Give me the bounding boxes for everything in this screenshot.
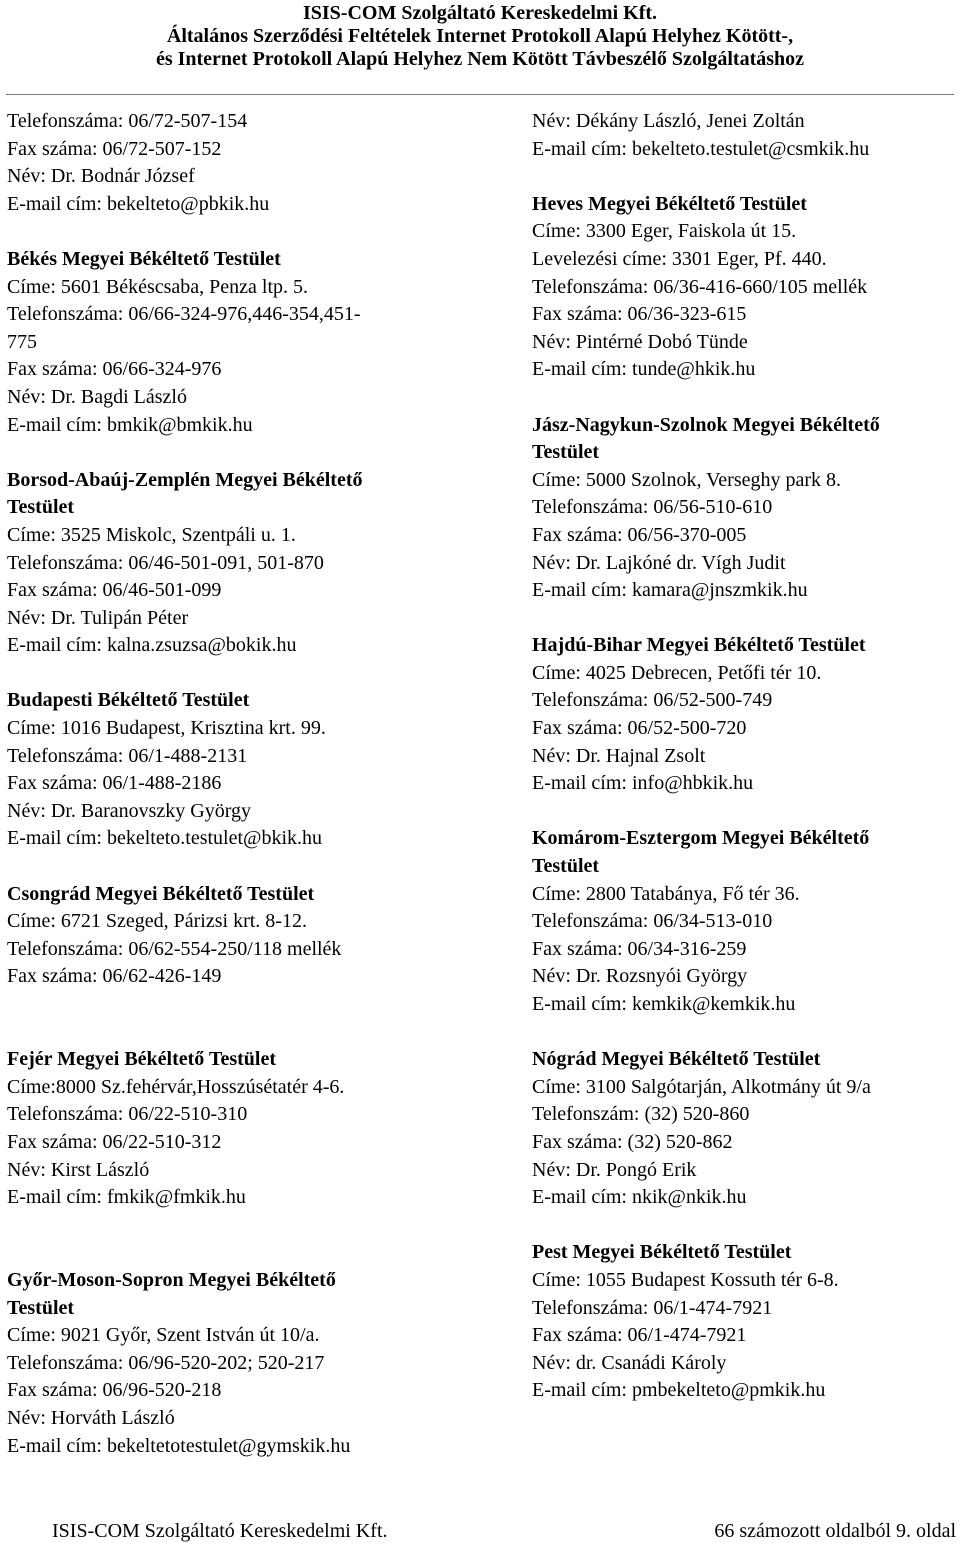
contact-line: Fax száma: (32) 520-862: [532, 1130, 733, 1153]
board-title: Testület: [532, 855, 600, 878]
contact-line: Név: Horváth László: [7, 1406, 175, 1429]
board-title: Testület: [532, 441, 600, 464]
contact-line: Címe: 6721 Szeged, Párizsi krt. 8-12.: [7, 910, 307, 933]
contact-line: Fax száma: 06/62-426-149: [7, 965, 222, 988]
contact-line: Telefonszáma: 06/62-554-250/118 mellék: [7, 937, 342, 960]
contact-line: Fax száma: 06/56-370-005: [532, 523, 747, 546]
contact-line: E-mail cím: kemkik@kemkik.hu: [532, 993, 796, 1015]
contact-line: Címe: 5000 Szolnok, Verseghy park 8.: [532, 468, 842, 491]
contact-line: E-mail cím: kalna.zsuzsa@bokik.hu: [7, 634, 297, 657]
board-title: Testület: [7, 496, 75, 519]
contact-line: E-mail cím: bekelteto.testulet@bkik.hu: [7, 827, 323, 850]
board-title: Testület: [7, 1296, 75, 1319]
board-title: Komárom-Esztergom Megyei Békéltető: [532, 827, 870, 850]
contact-line: E-mail cím: kamara@jnszmkik.hu: [532, 579, 808, 602]
contact-line: Név: dr. Csanádi Károly: [532, 1351, 727, 1374]
page-footer: [0, 1518, 960, 1544]
continued-entry: [532, 108, 957, 163]
contact-line: Név: Dr. Pongó Erik: [532, 1158, 697, 1181]
contact-line: Telefonszáma: 06/1-488-2131: [7, 744, 248, 767]
contact-line: Név: Dékány László, Jenei Zoltán: [532, 110, 805, 132]
board-title: Fejér Megyei Békéltető Testület: [7, 1048, 276, 1071]
contact-line: E-mail cím: fmkik@fmkik.hu: [7, 1186, 246, 1209]
contact-line: E-mail cím: bekeltetotestulet@gymskik.hu: [7, 1434, 351, 1457]
arbitration-board-entry: [7, 687, 447, 853]
board-title: Csongrád Megyei Békéltető Testület: [7, 882, 315, 905]
board-title: Borsod-Abaúj-Zemplén Megyei Békéltető: [7, 468, 363, 491]
contact-line: [7, 1212, 447, 1240]
contact-line: Fax száma: 06/46-501-099: [7, 579, 222, 602]
contact-line: Levelezési címe: 3301 Eger, Pf. 440.: [532, 247, 827, 270]
header-doc-title-line-1: Általános Szerződési Feltételek Internet Protokoll Alapú Helyhez Kötött-,: [166, 25, 794, 47]
arbitration-board-entry: [532, 632, 957, 798]
contact-line: Telefonszáma: 06/96-520-202; 520-217: [7, 1351, 325, 1374]
contact-line: Név: Dr. Tulipán Péter: [7, 606, 189, 629]
contact-line: Telefonszáma: 06/1-474-7921: [532, 1296, 773, 1319]
contact-line: Fax száma: 06/1-488-2186: [7, 772, 222, 795]
contact-line: Telefonszáma: 06/34-513-010: [532, 910, 773, 933]
contact-line: E-mail cím: pmbekelteto@pmkik.hu: [532, 1379, 826, 1402]
board-title: Győr-Moson-Sopron Megyei Békéltető: [7, 1268, 336, 1291]
arbitration-board-entry: [7, 881, 447, 1019]
contact-line: Fax száma: 06/34-316-259: [532, 937, 747, 960]
contact-line: Telefonszáma: 06/52-500-749: [532, 689, 773, 712]
arbitration-board-entry: [532, 825, 957, 1018]
contact-line: Fax száma: 06/66-324-976: [7, 358, 222, 381]
contact-line: Telefonszáma: 06/22-510-310: [7, 1103, 248, 1126]
page-header: [0, 2, 960, 71]
header-doc-title-line-2: és Internet Protokoll Alapú Helyhez Nem Kötött Távbeszélő Szolgáltatáshoz: [155, 48, 805, 70]
board-title: Pest Megyei Békéltető Testület: [532, 1241, 792, 1264]
contact-line: Telefonszáma: 06/72-507-154: [7, 110, 248, 132]
board-title: Budapesti Békéltető Testület: [7, 689, 250, 712]
arbitration-board-entry: [7, 1046, 447, 1239]
continued-entry: [7, 108, 447, 218]
arbitration-board-entry: [532, 1046, 957, 1212]
contact-line: Telefonszáma: 06/36-416-660/105 mellék: [532, 275, 868, 298]
contact-line: Fax száma: 06/22-510-312: [7, 1130, 222, 1153]
contact-line: E-mail cím: tunde@hkik.hu: [532, 358, 756, 381]
contact-line: Név: Dr. Bodnár József: [7, 165, 195, 188]
contact-line: Név: Dr. Rozsnyói György: [532, 965, 748, 988]
contact-line: Címe: 1055 Budapest Kossuth tér 6-8.: [532, 1268, 839, 1291]
contact-line: E-mail cím: bekelteto@pbkik.hu: [7, 192, 270, 215]
arbitration-board-entry: [532, 412, 957, 605]
contact-line: Címe:8000 Sz.fehérvár,Hosszúsétatér 4-6.: [7, 1075, 345, 1098]
arbitration-board-entry: [7, 246, 447, 439]
left-column: [7, 108, 447, 1488]
board-title: Nógrád Megyei Békéltető Testület: [532, 1048, 821, 1071]
contact-line: E-mail cím: nkik@nkik.hu: [532, 1186, 747, 1209]
contact-line: Címe: 3300 Eger, Faiskola út 15.: [532, 220, 797, 243]
right-column: [532, 108, 957, 1433]
arbitration-board-entry: [532, 1239, 957, 1405]
board-title: Békés Megyei Békéltető Testület: [7, 247, 281, 270]
contact-line: Címe: 4025 Debrecen, Petőfi tér 10.: [532, 661, 822, 684]
board-title: Jász-Nagykun-Szolnok Megyei Békéltető: [532, 413, 880, 436]
footer-page-number: 66 számozott oldalból 9. oldal: [714, 1520, 956, 1542]
contact-line: Telefonszám: (32) 520-860: [532, 1103, 750, 1126]
arbitration-board-entry: [7, 467, 447, 660]
contact-line: Telefonszáma: 06/56-510-610: [532, 496, 773, 519]
contact-line: Név: Dr. Baranovszky György: [7, 799, 252, 822]
contact-line: Címe: 9021 Győr, Szent István út 10/a.: [7, 1324, 320, 1347]
contact-line: Fax száma: 06/1-474-7921: [532, 1324, 747, 1347]
board-title: Heves Megyei Békéltető Testület: [532, 192, 807, 215]
contact-line: Címe: 2800 Tatabánya, Fő tér 36.: [532, 882, 800, 905]
contact-line: Címe: 1016 Budapest, Krisztina krt. 99.: [7, 717, 326, 740]
contact-line: 775: [7, 330, 37, 353]
contact-line: E-mail cím: info@hbkik.hu: [532, 772, 754, 795]
arbitration-board-entry: [532, 191, 957, 384]
contact-line: Fax száma: 06/96-520-218: [7, 1379, 222, 1402]
header-company: ISIS-COM Szolgáltató Kereskedelmi Kft.: [302, 2, 658, 24]
contact-line: Címe: 3100 Salgótarján, Alkotmány út 9/a: [532, 1075, 871, 1098]
contact-line: Fax száma: 06/36-323-615: [532, 303, 747, 326]
board-title: Hajdú-Bihar Megyei Békéltető Testület: [532, 634, 866, 657]
footer-company: ISIS-COM Szolgáltató Kereskedelmi Kft.: [52, 1520, 388, 1542]
contact-line: Fax száma: 06/52-500-720: [532, 717, 747, 740]
contact-line: E-mail cím: bmkik@bmkik.hu: [7, 413, 253, 436]
contact-line: Fax száma: 06/72-507-152: [7, 137, 222, 160]
contact-line: Név: Dr. Lajkóné dr. Vígh Judit: [532, 551, 786, 574]
contact-line: [7, 991, 447, 1019]
contact-line: Név: Dr. Hajnal Zsolt: [532, 744, 706, 767]
contact-line: E-mail cím: bekelteto.testulet@csmkik.hu: [532, 137, 870, 160]
header-divider: [6, 94, 954, 95]
contact-line: Név: Kirst László: [7, 1158, 150, 1181]
contact-line: Telefonszáma: 06/66-324-976,446-354,451-: [7, 303, 361, 326]
contact-line: Telefonszáma: 06/46-501-091, 501-870: [7, 551, 324, 574]
contact-line: Név: Dr. Bagdi László: [7, 385, 187, 408]
arbitration-board-entry: [7, 1267, 447, 1460]
contact-line: Címe: 5601 Békéscsaba, Penza ltp. 5.: [7, 275, 309, 298]
contact-line: Név: Pintérné Dobó Tünde: [532, 330, 748, 353]
contact-line: Címe: 3525 Miskolc, Szentpáli u. 1.: [7, 523, 296, 546]
